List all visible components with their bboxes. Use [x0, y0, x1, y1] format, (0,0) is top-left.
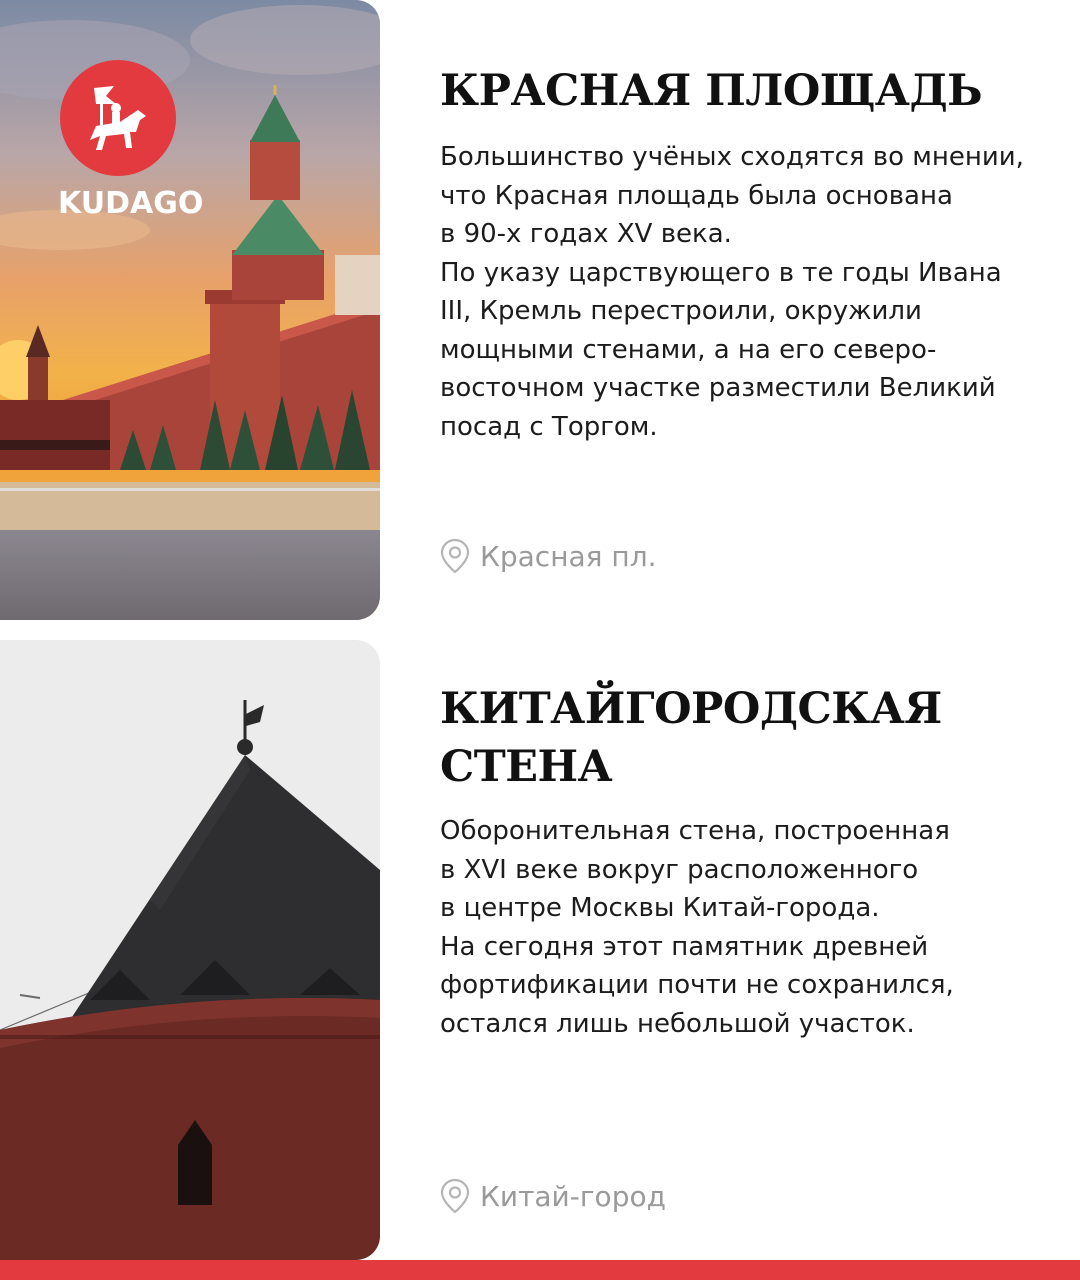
description-line: мощными стенами, а на его северо-: [440, 334, 937, 365]
description-line: в XVI веке вокруг расположенного: [440, 854, 919, 885]
kudago-logo-emblem: [60, 60, 176, 176]
description-line: По указу царствующего в те годы Ивана: [440, 257, 1002, 288]
red-square-photo: [0, 0, 380, 620]
description-line: что Красная площадь была основана: [440, 180, 953, 211]
kitay-gorod-wall-info: [440, 640, 1060, 1260]
card-title-line: СТЕНА: [440, 742, 613, 792]
location-link[interactable]: [440, 1178, 666, 1214]
map-pin-icon: [440, 1178, 470, 1214]
card-title-line: КИТАЙГОРОДСКАЯ: [440, 684, 942, 734]
description-line: На сегодня этот памятник древней: [440, 931, 929, 962]
description-line: посад с Торгом.: [440, 411, 658, 442]
kudago-logo: [58, 58, 204, 228]
card-title: [440, 680, 942, 796]
place-card-kitay-gorod-wall[interactable]: [0, 640, 1080, 1260]
location-label: Китай-город: [480, 1179, 666, 1213]
map-pin-icon: [440, 538, 470, 574]
kudago-wordmark: KUDAGO: [58, 186, 204, 221]
description-line: фортификации почти не сохранился,: [440, 970, 954, 1000]
location-link[interactable]: [440, 538, 657, 574]
place-card-red-square[interactable]: [0, 0, 1080, 620]
card-description: [440, 138, 1060, 446]
location-label: Красная пл.: [480, 539, 657, 573]
horseman-icon: [60, 60, 176, 176]
kitay-gorod-wall-photo: [0, 640, 380, 1260]
bottom-accent-bar: [0, 1260, 1080, 1280]
card-title: [440, 62, 982, 120]
description-line: Оборонительная стена, построенная: [440, 816, 950, 846]
description-line: III, Кремль перестроили, окружили: [440, 296, 922, 326]
description-line: остался лишь небольшой участок.: [440, 1008, 915, 1039]
red-square-info: [440, 0, 1060, 620]
description-line: восточном участке разместили Великий: [440, 373, 996, 403]
card-title-line: КРАСНАЯ ПЛОЩАДЬ: [440, 66, 983, 116]
card-description: [440, 812, 1060, 1043]
description-line: в центре Москвы Китай-города.: [440, 893, 880, 923]
description-line: в 90-х годах XV века.: [440, 219, 732, 249]
description-line: Большинство учёных сходятся во мнении,: [440, 142, 1024, 172]
